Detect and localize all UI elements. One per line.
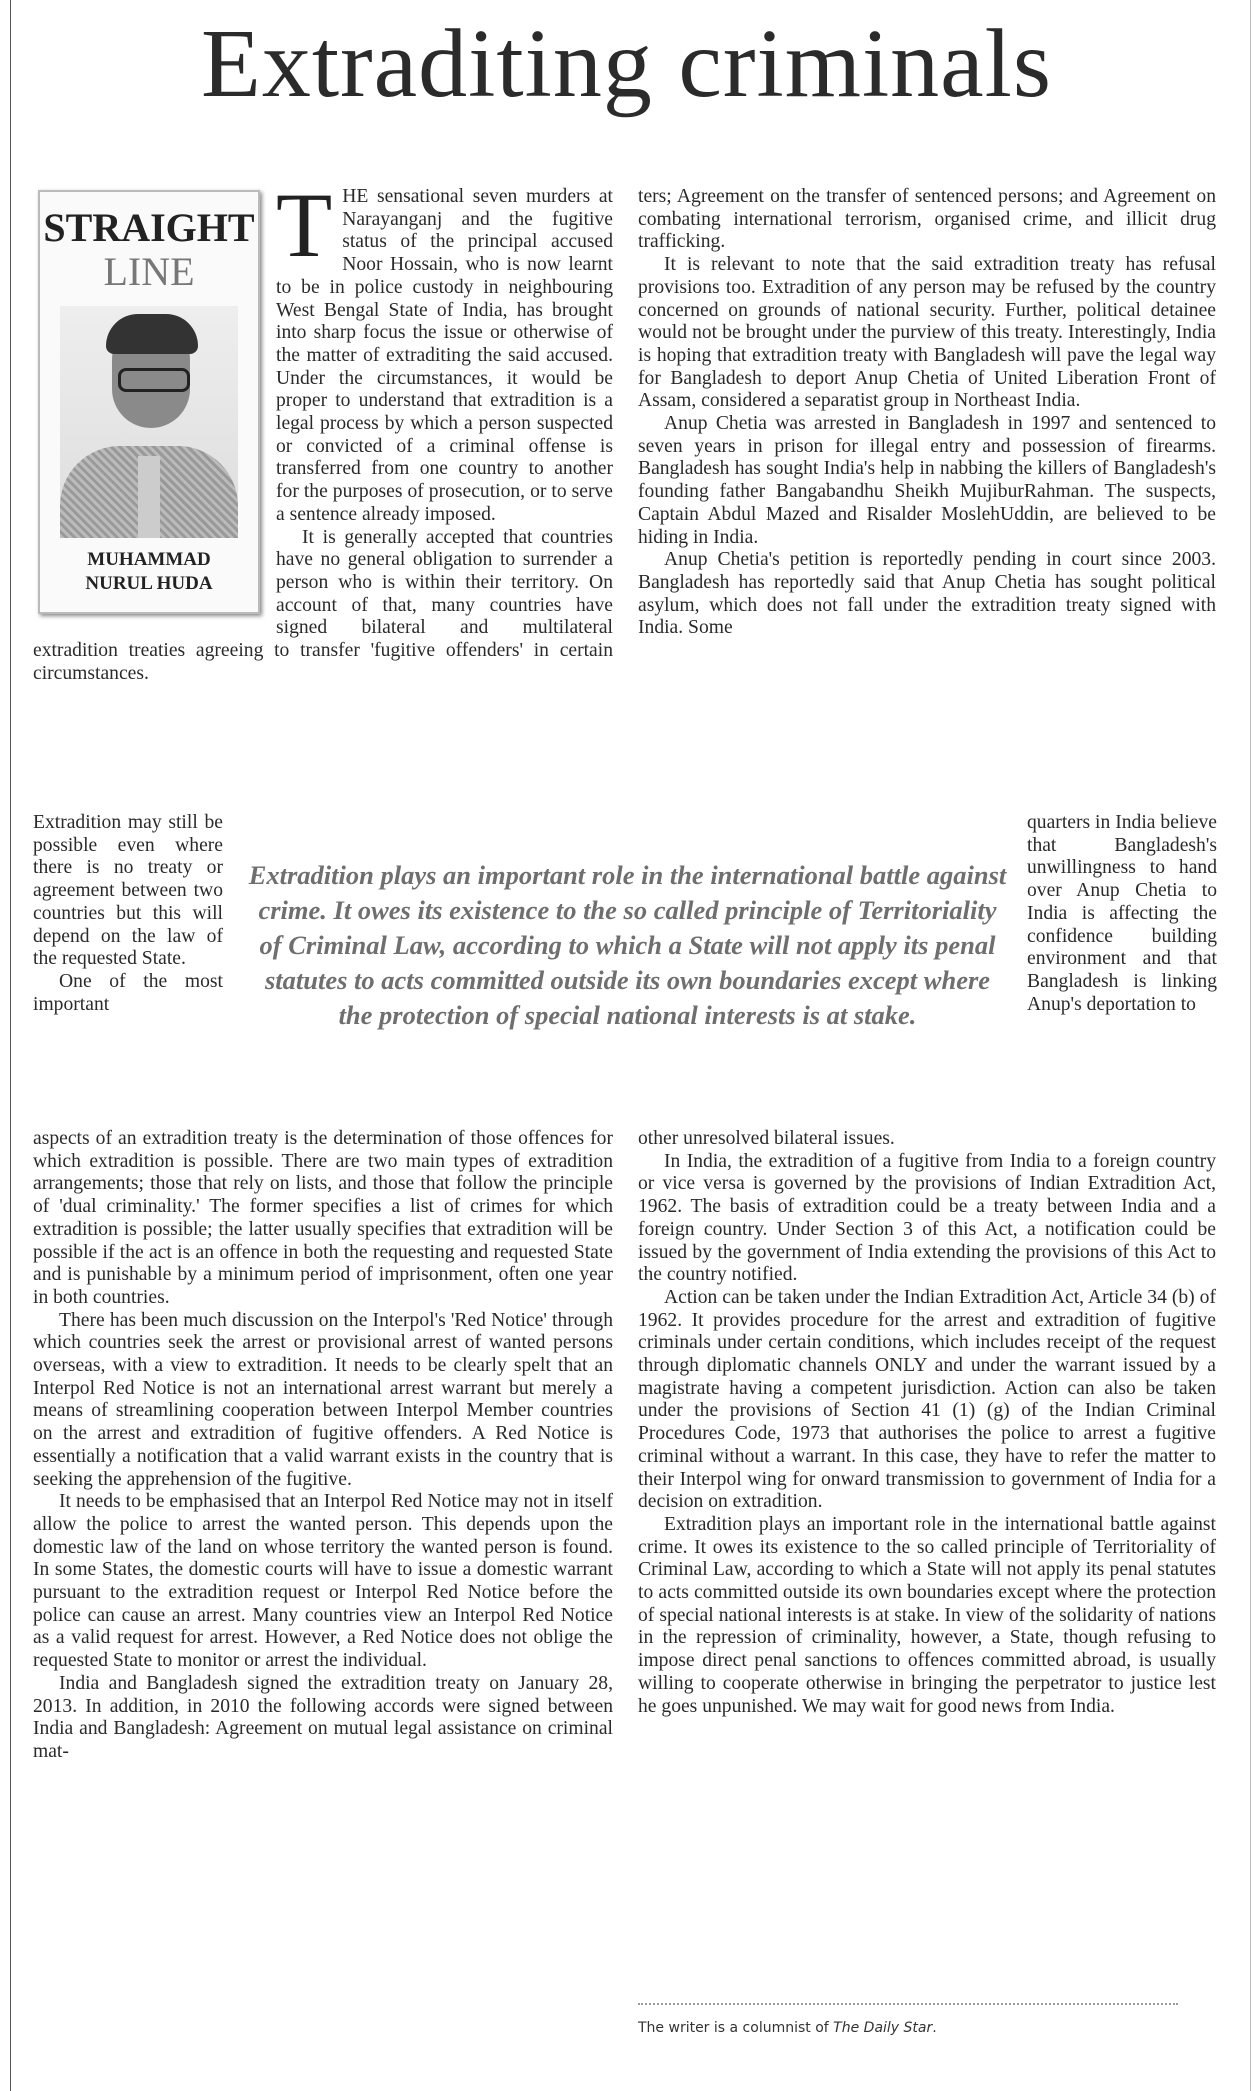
footer-divider bbox=[638, 2003, 1178, 2005]
paragraph: Extradition plays an important role in the international battle against crime. It owes its existence to the so called principle of Territoriality of Criminal Law, according to which a State will not apply its penal statutes to acts committed outside its own boundaries except where the protection of special national interests is at stake. In view of the solidarity of nations in the repression of criminality, however, a State, though refusing to impose direct penal sanctions to offences committed abroad, is usually willing to cooperate otherwise in bringing the perpetrator to justice lest he goes unpunished. We may wait for good news from India. bbox=[638, 1513, 1216, 1717]
author-photo bbox=[60, 306, 238, 538]
left-column-bottom bbox=[33, 1128, 613, 1764]
credit-text: The writer is a columnist of bbox=[638, 2020, 834, 2036]
paragraph: ters; Agreement on the transfer of sentenced persons; and Agreement on combating international terrorism, organised crime, and illicit drug trafficking. bbox=[638, 186, 1216, 253]
right-column-narrow bbox=[1027, 812, 1217, 1016]
left-column-narrow bbox=[33, 812, 223, 1016]
author-name-line2: NURUL HUDA bbox=[85, 573, 213, 594]
publication-name: The Daily Star bbox=[833, 2020, 933, 2036]
column-kicker: STRAIGHT bbox=[43, 205, 255, 250]
paragraph: quarters in India believe that Bangladesh's unwillingness to hand over Anup Chetia to India is affecting the confidence building environment and that Bangladesh is linking Anup's deportation to bbox=[1027, 812, 1217, 1015]
paragraph: In India, the extradition of a fugitive from India to a foreign country or vice versa is governed by the provisions of Indian Extradition Act, 1962. The basis of extradition could be a treaty between India and a foreign country. Under Section 3 of this Act, a notification could be issued by the government of India extending the provisions of this Act to the country notified. bbox=[638, 1150, 1216, 1286]
page-border-right bbox=[1250, 0, 1251, 2091]
headline: Extraditing criminals bbox=[200, 10, 1053, 118]
left-column-top bbox=[33, 174, 613, 685]
drop-cap: T bbox=[276, 174, 333, 276]
paragraph: One of the most important bbox=[33, 970, 223, 1015]
paragraph: other unresolved bilateral issues. bbox=[638, 1128, 895, 1149]
page-border-left bbox=[10, 0, 11, 2091]
column-kicker-line: LINE bbox=[103, 249, 195, 294]
paragraph-text: HE sensational seven murders at Narayanganj and the fugitive status of the principal accused Noor Hossain, who is now learnt to be in police custody in neighbouring West Bengal State of India, has brought into sharp focus the issue or otherwise of the matter of extraditing the said accused. Under the circumstances, it would be proper to understand that extradition is a legal process by which a person suspected or convicted of a criminal offense is transferred from one country to another for the purposes of prosecution, or to serve a sentence already imposed. bbox=[276, 186, 613, 525]
paragraph: Anup Chetia's petition is reportedly pending in court since 2003. Bangladesh has reportedly said that Anup Chetia has sought political asylum, which does not fall under the extradition treaty signed with India. Some bbox=[638, 549, 1216, 639]
paragraph: It is relevant to note that the said extradition treaty has refusal provisions too. Extradition of any person may be refused by the country concerned on grounds of national security. Further, political detainee would not be brought under the purview of this treaty. Interestingly, India is hoping that extradition treaty with Bangladesh will pave the legal way for Bangladesh to deport Anup Chetia of United Liberation Front of Assam, considered a separatist group in Northeast India. bbox=[638, 254, 1216, 412]
author-name bbox=[40, 548, 258, 596]
paragraph: There has been much discussion on the Interpol's 'Red Notice' through which countries seek the arrest or provisional arrest of wanted persons overseas, with a view to extradition. It needs to be clearly spelt that an Interpol Red Notice is not an international arrest warrant but merely a means of streamlining cooperation between Interpol Member countries on the arrest and extradition of fugitive offenders. A Red Notice is essentially a notification that a valid warrant exists in the country that is seeking the apprehension of the fugitive. bbox=[33, 1309, 613, 1490]
paragraph: aspects of an extradition treaty is the determination of those offences for which extradition is possible. There are two main types of extradition arrangements; those that rely on lists, and those that follow the principle of 'dual criminality.' The former specifies a list of crimes for which extradition is possible; the latter usually specifies that extradition will be possible if the act is an offence in both the requesting and requested State and is punishable by a minimum period of imprisonment, often one year in both countries. bbox=[33, 1128, 613, 1308]
paragraph: India and Bangladesh signed the extradition treaty on January 28, 2013. In addition, in 2010 the following accords were signed between India and Bangladesh: Agreement on mutual legal assistance on criminal mat- bbox=[33, 1672, 613, 1762]
writer-credit bbox=[638, 2020, 937, 2036]
paragraph: It is generally accepted that countries have no general obligation to surrender a person who is within their territory. On account of that, many countries have signed bilateral and multilateral extradition treaties agreeing to transfer 'fugitive offenders' in certain circumstances. bbox=[33, 526, 613, 684]
paragraph: It needs to be emphasised that an Interpol Red Notice may not in itself allow the police to arrest the wanted person. This depends upon the domestic law of the land on whose territory the wanted person is found. In some States, the domestic courts will have to issue a domestic warrant pursuant to the extradition request or Interpol Red Notice before the police can cause an arrest. Many countries view an Interpol Red Notice as a valid request for arrest. However, a Red Notice does not oblige the requested State to monitor or arrest the individual. bbox=[33, 1491, 613, 1672]
credit-suffix: . bbox=[932, 2020, 937, 2036]
pull-quote: Extradition plays an important role in the international battle against crime. It owes its existence to the so called principle of Territoriality of Criminal Law, according to which a State will not apply its penal statutes to acts committed outside its own boundaries except where the protection of special national interests is at stake. bbox=[248, 860, 1007, 1030]
column-box bbox=[38, 190, 260, 614]
right-column-top bbox=[638, 186, 1216, 640]
right-column-bottom bbox=[638, 1128, 1216, 1718]
author-name-line1: MUHAMMAD bbox=[87, 549, 211, 570]
paragraph: Extradition may still be possible even where there is no treaty or agreement between two countries but this will depend on the law of the requested State. bbox=[33, 812, 223, 970]
paragraph: Anup Chetia was arrested in Bangladesh in 1997 and sentenced to seven years in prison for illegal entry and possession of firearms. Bangladesh has sought India's help in nabbing the killers of Bangladesh's founding father Bangabandhu Sheikh MujiburRahman. The suspects, Captain Abdul Mazed and Risalder MoslehUddin, are believed to be hiding in India. bbox=[638, 413, 1216, 548]
paragraph: Action can be taken under the Indian Extradition Act, Article 34 (b) of 1962. It provides procedure for the arrest and extradition of fugitive criminals under certain conditions, which includes receipt of the request through diplomatic channels ONLY and under the warrant issued by a magistrate having a competent jurisdiction. Action can also be taken under the provisions of Section 41 (1) (g) of the Indian Criminal Procedures Code, 1973 that authorises the police to arrest a fugitive criminal without a warrant. In this case, they have to refer the matter to their Interpol wing for onward transmission to government of India for a decision on extradition. bbox=[638, 1286, 1216, 1513]
